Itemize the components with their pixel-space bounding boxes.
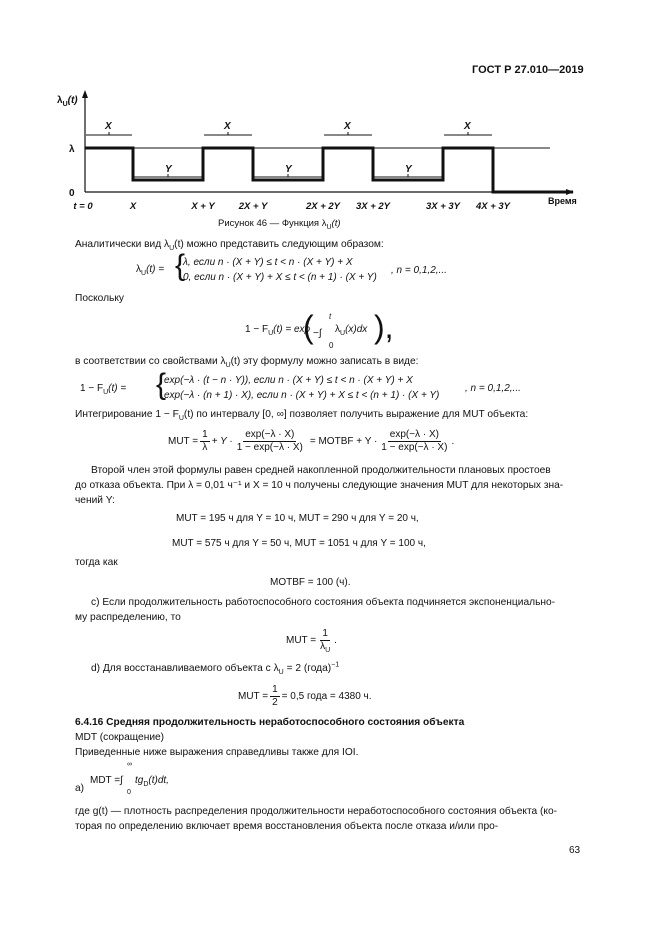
x-label-0: t = 0: [73, 201, 93, 212]
paragraph-ioi: Приведенные ниже выражения справедливы также для IOI.: [75, 747, 359, 758]
formula-reliability-1: $1 - F_U(t) = \exp$: [245, 324, 311, 337]
brace-1: {: [175, 249, 186, 282]
integral-mdt-lower: 0: [127, 789, 131, 796]
y-axis-arrow: [82, 90, 88, 98]
paragraph-since: Поскольку: [75, 293, 125, 304]
formula-mdt-lhs: MDT =: [90, 775, 121, 786]
formula-mut: MUT = $\frac{1}{\lambda}$ + Y · $\frac{\exp(-\lambda \cdot X)}{1 - \exp(-\lambda \cdot X)}$ = MOTBF + Y · $\frac{\exp(-\lambda \cdot X)}{1 - \exp(-\lambda \cdot X)}$ .: [168, 429, 455, 453]
x-axis-label: Время: [548, 196, 577, 206]
integrand-mdt: $tg_D(t)dt$,: [135, 775, 169, 788]
paragraph-properties: в соответствии со свойствами $\lambda_U(t)$ эту формулу можно записать в виде:: [75, 356, 419, 370]
page-number: 63: [569, 845, 581, 856]
paragraph-integration: Интегрирование $1 - F_U(t)$ по интервалу [0, ∞] позволяет получить выражение для MUT объекта:: [75, 409, 529, 423]
paragraph-whereas: тогда как: [75, 557, 118, 568]
x-label-5: 3X + 2Y: [355, 201, 391, 212]
paren-close: ),: [374, 309, 394, 345]
y-axis-label: $\lambda_U(t)$: [57, 95, 78, 108]
brace-x-3: [324, 132, 372, 135]
integral-mdt-upper: ∞: [127, 761, 132, 768]
formula-lambda-u: $\lambda_U(t)$ =: [136, 264, 165, 277]
brace-x-4: [444, 132, 492, 135]
x-label-7: 4X + 3Y: [475, 201, 511, 212]
label-x-4: X: [464, 121, 471, 132]
paragraph-gd-2: торая по определению включает время восстановления объекта после отказа и/или про-: [75, 821, 499, 832]
mut-values-2: MUT = 575 ч для Y = 50 ч, MUT = 1051 ч для Y = 100 ч,: [172, 538, 426, 549]
figure-caption: Рисунок 46 — Функция $\lambda_U(t)$: [218, 218, 341, 231]
paragraph-second-term-1: Второй член этой формулы равен средней накопленной продолжительности плановых простоев: [91, 465, 551, 476]
paragraph-mdt-abbr: MDT (сокращение): [75, 732, 165, 743]
y-tick-lambda: λ: [69, 144, 75, 155]
integral-sign: −∫: [313, 328, 322, 339]
paragraph-second-term-3: чений Y:: [75, 495, 115, 506]
brace-2: {: [156, 368, 167, 401]
formula-reliability-tail: , n = 0,1,2,...: [465, 383, 521, 394]
mut-values-1: MUT = 195 ч для Y = 10 ч, MUT = 290 ч для Y = 20 ч,: [176, 513, 419, 524]
paragraph-exponential-1: c) Если продолжительность работоспособного состояния объекта подчиняется экспоненциально-: [91, 597, 556, 608]
formula-mut-value: MUT = $\frac{1}{2}$ = 0,5 года = 4380 ч.: [238, 684, 372, 708]
integral-upper: t: [329, 312, 332, 321]
y-tick-zero: 0: [69, 188, 75, 199]
paragraph-exponential-2: му распределению, то: [75, 612, 181, 623]
formula-mut-exp: MUT = $\frac{1}{\lambda_U}$ .: [286, 628, 337, 654]
x-label-2: X + Y: [191, 201, 215, 212]
label-x-1: X: [105, 121, 112, 132]
paren-open: (: [303, 309, 314, 345]
section-heading: 6.4.16 Средняя продолжительность неработоспособного состояния объекта: [75, 717, 465, 728]
paragraph-restorable: d) Для восстанавливаемого объекта с $\lambda_U = 2$ (года)$^{-1}$: [91, 661, 340, 677]
label-x-2: X: [224, 121, 231, 132]
label-y-2: Y: [285, 164, 292, 175]
formula-reliability-2: $1 - F_U(t)$ =: [80, 383, 127, 396]
label-y-3: Y: [405, 164, 412, 175]
brace-x-1: [86, 132, 132, 135]
doc-code: ГОСТ Р 27.010—2019: [472, 64, 584, 76]
x-label-4: 2X + 2Y: [305, 201, 341, 212]
paragraph-gd-1: где g(t) — плотность распределения продолжительности неработоспособного состояния объекта (ко-: [75, 806, 558, 817]
formula-reliability-row1: exp(−λ · (t − n · Y)), если n · (X + Y) ≤ t < n · (X + Y) + X: [164, 375, 413, 386]
label-x-3: X: [344, 121, 351, 132]
formula-label-a: а): [75, 783, 85, 794]
x-label-6: 3X + 3Y: [425, 201, 461, 212]
x-label-3: 2X + Y: [238, 201, 268, 212]
formula-lambda-u-tail: , n = 0,1,2,...: [391, 265, 447, 276]
formula-reliability-row2: exp(−λ · (n + 1) · X), если n · (X + Y) + X ≤ t < (n + 1) · (X + Y): [164, 390, 440, 401]
paragraph-intro: Аналитически вид $\lambda_U(t)$ можно представить следующим образом:: [75, 239, 384, 253]
lambda-u-waveform: [85, 148, 573, 192]
formula-lambda-u-row1: λ, если n · (X + Y) ≤ t < n · (X + Y) + X: [183, 257, 353, 268]
figure-46-graph: [55, 88, 595, 216]
paragraph-second-term-2: до отказа объекта. При λ = 0,01 ч⁻¹ и X = 10 ч получены следующие значения MUT для некоторых зна-: [75, 480, 564, 491]
integral-lower: 0: [329, 341, 334, 350]
motbf-value: MOTBF = 100 (ч).: [270, 577, 351, 588]
integral-sign-mdt: ∫: [120, 775, 123, 786]
brace-x-2: [204, 132, 252, 135]
integrand: $\lambda_U(x)dx$: [335, 324, 368, 337]
label-y-1: Y: [165, 164, 172, 175]
x-label-1: X: [129, 201, 137, 212]
formula-lambda-u-row2: 0, если n · (X + Y) + X ≤ t < (n + 1) · (X + Y): [183, 272, 377, 283]
